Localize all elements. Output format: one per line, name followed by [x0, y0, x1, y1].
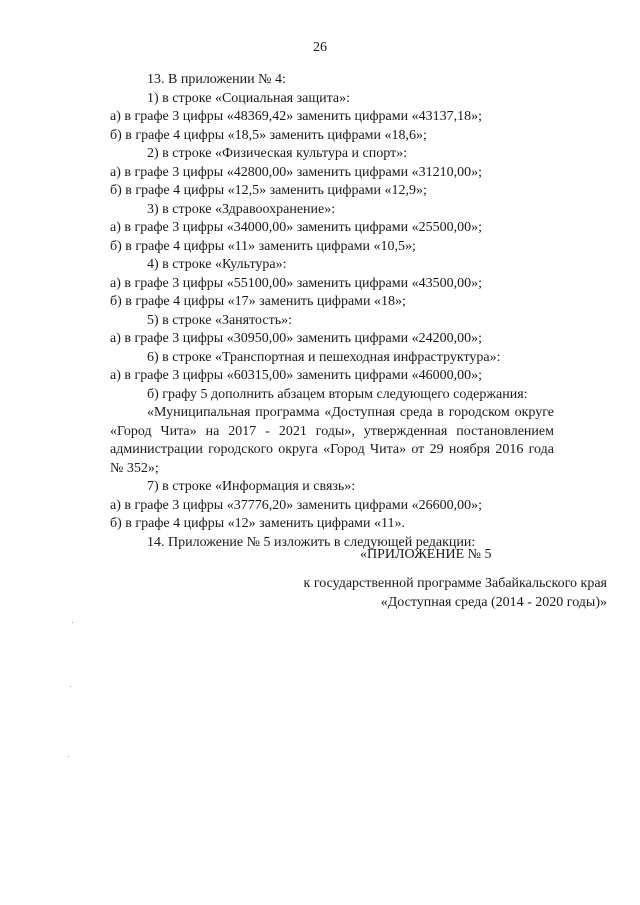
page-number: 26 [313, 40, 327, 55]
text-line: а) в графе 3 цифры «55100,00» заменить цифрами «43500,00»; [110, 275, 483, 291]
quote-paragraph: «Муниципальная программа «Доступная среда в городском округе «Город Чита» на 2017 - 2021 годы», утвержденная постановлением администрации городского округа «Город Чита» от 29 ноября 2016 года № 352»; [110, 405, 554, 476]
text-line: а) в графе 3 цифры «42800,00» заменить цифрами «31210,00»; [110, 164, 483, 180]
text-line: а) в графе 3 цифры «37776,20» заменить цифрами «26600,00»; [110, 497, 483, 513]
text-line: б) в графе 4 цифры «12» заменить цифрами «11». [110, 516, 406, 531]
text-line: а) в графе 3 цифры «34000,00» заменить цифрами «25500,00»; [110, 220, 483, 235]
text-line: 3) в строке «Здравоохранение»: [147, 201, 336, 217]
text-line: 13. В приложении № 4: [147, 72, 286, 87]
scan-artifact [72, 622, 73, 623]
text-line: а) в графе 3 цифры «60315,00» заменить цифрами «46000,00»; [110, 368, 483, 383]
text-line: 6) в строке «Транспортная и пешеходная инфраструктура»: [147, 349, 501, 365]
appendix-subtitle-line: к государственной программе Забайкальского края [303, 576, 607, 591]
text-line: 7) в строке «Информация и связь»: [147, 479, 356, 494]
text-line: а) в графе 3 цифры «30950,00» заменить цифрами «24200,00»; [110, 331, 483, 346]
text-line: б) в графе 4 цифры «17» заменить цифрами «18»; [110, 294, 406, 309]
amendment-list [110, 71, 554, 404]
text-line: б) в графе 4 цифры «12,5» заменить цифрами «12,9»; [110, 183, 427, 198]
text-line: 1) в строке «Социальная защита»: [147, 90, 351, 106]
text-line: 2) в строке «Физическая культура и спорт»: [147, 146, 408, 161]
text-line: б) графу 5 дополнить абзацем вторым следующего содержания: [147, 386, 528, 402]
appendix-subtitle [247, 575, 607, 612]
text-line: б) в графе 4 цифры «18,5» заменить цифрами «18,6»; [110, 127, 427, 143]
text-line: б) в графе 4 цифры «11» заменить цифрами «10,5»; [110, 238, 416, 254]
text-line: 5) в строке «Занятость»: [147, 312, 292, 328]
text-line: 4) в строке «Культура»: [147, 257, 287, 272]
scan-artifact [70, 686, 71, 687]
document-body [110, 71, 554, 552]
appendix-title: «ПРИЛОЖЕНИЕ № 5 [360, 547, 492, 562]
appendix-subtitle-line: «Доступная среда (2014 - 2020 годы)» [380, 594, 607, 610]
text-line: 14. Приложение № 5 изложить в следующей редакции: [147, 534, 476, 550]
amendment-list-continued [110, 478, 554, 552]
scan-artifact [68, 756, 69, 757]
text-line: а) в графе 3 цифры «48369,42» заменить цифрами «43137,18»; [110, 109, 483, 124]
